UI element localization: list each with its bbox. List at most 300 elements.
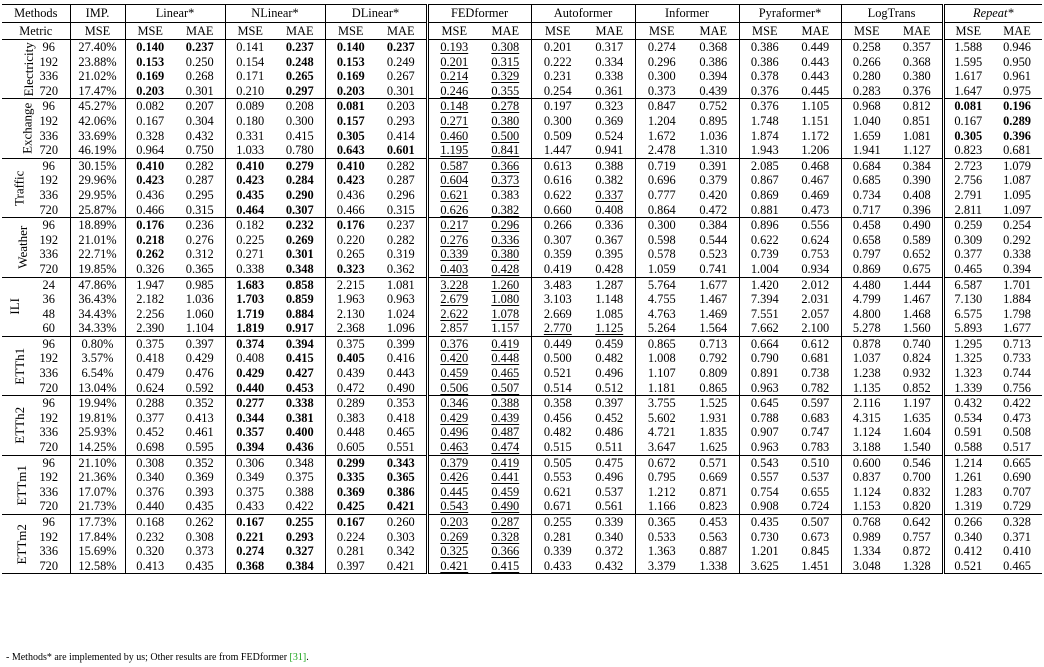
mae-value-cell [275, 381, 325, 396]
table-row [2, 55, 1042, 70]
imp-header: IMP. [70, 5, 125, 23]
mse-value-cell: 0.449 [531, 336, 584, 351]
mse-value-cell [225, 173, 275, 188]
second-best-value: 0.276 [440, 232, 469, 247]
mae-header: MAE [790, 22, 841, 40]
mae-value-cell [584, 188, 635, 203]
mse-value-cell: 1.238 [841, 366, 892, 381]
mae-value-cell: 0.459 [584, 336, 635, 351]
dataset-label [2, 277, 28, 336]
dataset-name: Electricity [20, 42, 36, 97]
second-best-value: 0.376 [440, 336, 469, 351]
mse-value-cell: 0.383 [325, 411, 376, 426]
imp-cell: 3.57% [70, 351, 125, 366]
mae-value-cell: 0.348 [275, 455, 325, 470]
mse-value-cell: 2.857 [427, 321, 480, 336]
mae-value-cell: 0.465 [992, 559, 1042, 574]
mae-value-cell: 0.733 [1003, 351, 1031, 366]
best-value: 0.140 [136, 40, 165, 54]
mae-value-cell: 0.537 [801, 470, 830, 485]
mae-value-cell: 1.469 [699, 306, 728, 321]
mae-value-cell: 0.375 [285, 470, 314, 485]
best-value: 0.277 [236, 396, 265, 411]
mae-value-cell: 0.368 [688, 40, 739, 55]
mse-value-cell: 0.505 [531, 455, 584, 470]
horizon-cell: 336 [39, 128, 59, 143]
mae-value-cell: 0.394 [1003, 261, 1031, 276]
mae-value-cell [480, 292, 531, 307]
mae-value-cell: 0.390 [902, 173, 931, 188]
mae-value-cell: 0.282 [175, 158, 225, 173]
mae-value-cell: 0.435 [175, 559, 225, 574]
mse-value-cell: 0.373 [635, 84, 688, 99]
mse-value-cell: 0.963 [739, 381, 790, 396]
mse-value-cell: 0.660 [531, 203, 584, 218]
mae-value-cell [480, 544, 531, 559]
second-best-value: 0.329 [491, 69, 520, 84]
best-value: 0.221 [236, 529, 265, 544]
mse-value-cell: 0.439 [325, 366, 376, 381]
mse-value-cell: 0.197 [531, 99, 584, 114]
mae-value-cell: 1.931 [699, 410, 728, 425]
mae-value-cell: 0.780 [285, 143, 314, 158]
model-header-repeat [943, 5, 1042, 23]
mse-value-cell [225, 396, 275, 411]
dataset-label [2, 218, 31, 277]
mse-value-cell: 0.717 [841, 203, 892, 218]
mse-header: MSE [635, 22, 688, 40]
mae-value-cell: 0.465 [386, 425, 415, 440]
mse-value-cell: 5.278 [841, 321, 892, 336]
mae-value-cell [480, 203, 531, 218]
mae-value-cell: 0.642 [892, 515, 943, 530]
mae-value-cell: 0.665 [992, 455, 1042, 470]
mae-value-cell [480, 262, 531, 277]
mae-value-cell: 1.157 [491, 321, 520, 336]
mae-value-cell: 0.832 [902, 484, 931, 499]
best-value: 0.427 [285, 366, 314, 381]
mse-value-cell [225, 515, 275, 530]
horizon-cell: 720 [39, 143, 59, 158]
second-best-value: 0.439 [491, 410, 520, 425]
table-row [2, 559, 1042, 574]
table-row [2, 485, 1042, 500]
mae-value-cell: 0.975 [1003, 83, 1031, 98]
mae-value-cell [480, 233, 531, 248]
mse-value-cell [325, 114, 376, 129]
second-best-value: 0.373 [491, 173, 520, 188]
best-value: 0.203 [336, 83, 365, 98]
header-row-metric [2, 22, 1042, 40]
mae-value-cell: 0.237 [376, 218, 427, 233]
best-value: 0.396 [1003, 128, 1031, 143]
mae-value-cell: 0.249 [386, 54, 415, 69]
best-value: 0.167 [236, 515, 265, 529]
mae-value-cell: 0.809 [699, 366, 728, 381]
mse-value-cell: 0.320 [125, 544, 175, 559]
mae-value-cell [275, 544, 325, 559]
mse-value-cell: 0.281 [325, 544, 376, 559]
horizon-cell: 24 [28, 277, 70, 292]
mse-value-cell: 0.433 [531, 559, 584, 574]
dataset-label [2, 158, 28, 217]
mae-value-cell [992, 99, 1042, 114]
mae-value-cell: 0.395 [595, 247, 624, 262]
mae-value-cell: 0.303 [386, 529, 415, 544]
second-best-value: 0.445 [440, 484, 469, 499]
mse-header: MSE [531, 22, 584, 40]
mae-value-cell: 0.707 [1003, 484, 1031, 499]
mae-value-cell: 0.511 [595, 440, 623, 455]
mae-value-cell [275, 515, 325, 530]
mae-value-cell: 0.357 [892, 40, 943, 55]
mse-value-cell: 1.124 [841, 485, 892, 500]
mse-value-cell: 3.755 [635, 396, 688, 411]
mse-value-cell: 5.264 [635, 321, 688, 336]
second-best-value: 1.080 [491, 292, 520, 307]
mse-value-cell: 0.376 [739, 84, 790, 99]
mse-value-cell [427, 425, 480, 440]
mae-value-cell: 0.312 [185, 247, 214, 262]
mae-value-cell: 1.197 [892, 396, 943, 411]
mse-value-cell: 1.963 [325, 292, 376, 307]
second-best-value: 0.325 [440, 544, 469, 559]
second-best-value: 0.278 [491, 99, 520, 114]
horizon-cell: 192 [39, 529, 59, 544]
dataset-name: ETTh1 [12, 347, 28, 385]
mae-value-cell [480, 455, 531, 470]
mae-value-cell: 0.369 [185, 470, 214, 485]
mae-value-cell: 0.420 [699, 187, 728, 202]
mae-value-cell [480, 411, 531, 426]
second-best-value: 0.403 [440, 261, 469, 276]
best-value: 0.157 [336, 113, 365, 128]
best-value: 0.421 [386, 499, 415, 514]
mse-value-cell: 0.386 [739, 40, 790, 55]
second-best-value: 0.428 [491, 261, 520, 276]
mae-value-cell [480, 336, 531, 351]
second-best-value: 0.490 [491, 499, 520, 514]
mse-value-cell [427, 544, 480, 559]
best-value: 0.305 [954, 128, 983, 143]
mse-value-cell: 1.004 [739, 262, 790, 277]
imp-cell: 21.73% [70, 499, 125, 514]
best-value: 0.917 [285, 321, 314, 336]
second-best-value: 0.507 [491, 380, 520, 395]
imp-cell: 17.07% [70, 485, 125, 500]
best-value: 0.327 [285, 544, 314, 559]
best-value: 0.265 [285, 69, 314, 84]
mae-value-cell: 0.365 [185, 261, 214, 276]
mae-value-cell: 0.476 [185, 366, 214, 381]
horizon-cell: 336 [39, 247, 59, 262]
horizon-cell: 96 [28, 396, 70, 411]
mae-value-cell: 0.384 [892, 158, 943, 173]
mse-value-cell: 0.624 [125, 381, 175, 396]
mse-value-cell [427, 455, 480, 470]
mse-value-cell [427, 515, 480, 530]
mse-value-cell: 0.664 [739, 336, 790, 351]
mse-value-cell: 0.266 [531, 218, 584, 233]
mae-value-cell: 0.482 [595, 351, 624, 366]
mae-value-cell: 0.473 [1003, 410, 1031, 425]
horizon-cell: 96 [28, 99, 70, 114]
mae-value-cell: 0.268 [185, 69, 214, 84]
mse-header: MSE [943, 22, 992, 40]
mse-value-cell: 2.116 [841, 396, 892, 411]
mse-value-cell: 3.483 [531, 277, 584, 292]
horizon-cell: 192 [39, 54, 59, 69]
mae-value-cell [275, 396, 325, 411]
mae-value-cell: 0.845 [801, 544, 830, 559]
mae-value-cell: 0.823 [699, 499, 728, 514]
mse-value-cell: 1.204 [635, 114, 688, 129]
table-row [2, 277, 1042, 292]
mse-value-cell: 1.319 [943, 499, 992, 514]
mae-value-cell: 0.985 [175, 277, 225, 292]
mae-value-cell: 0.740 [892, 336, 943, 351]
mse-value-cell: 0.591 [943, 425, 992, 440]
table-row [2, 233, 1042, 248]
mae-value-cell: 0.334 [595, 54, 624, 69]
mae-header: MAE [376, 22, 427, 40]
mae-value-cell: 0.467 [801, 173, 830, 188]
mae-value-cell: 0.510 [790, 455, 841, 470]
mse-value-cell: 0.521 [943, 559, 992, 574]
mae-value-cell [275, 233, 325, 248]
mse-value-cell: 2.256 [125, 307, 175, 322]
mae-value-cell: 0.524 [595, 128, 624, 143]
mae-value-cell [275, 173, 325, 188]
best-value: 0.374 [236, 336, 265, 351]
mse-header: MSE [841, 22, 892, 40]
mse-value-cell [225, 381, 275, 396]
second-best-value: 0.382 [491, 202, 520, 217]
mae-value-cell [480, 559, 531, 574]
mse-value-cell [427, 158, 480, 173]
mse-value-cell [225, 158, 275, 173]
mae-value-cell: 0.399 [376, 336, 427, 351]
mae-value-cell: 0.250 [185, 54, 214, 69]
mae-value-cell: 0.301 [185, 83, 214, 98]
mse-value-cell: 1.363 [635, 544, 688, 559]
mse-value-cell: 0.210 [225, 84, 275, 99]
mse-value-cell [427, 84, 480, 99]
mae-value-cell: 0.713 [992, 336, 1042, 351]
mse-value-cell: 0.167 [943, 114, 992, 129]
mse-value-cell: 3.048 [841, 559, 892, 574]
best-value: 0.394 [285, 336, 314, 351]
mse-value-cell: 0.472 [325, 381, 376, 396]
footnote-end: . [306, 652, 309, 663]
mae-value-cell: 0.724 [801, 499, 830, 514]
mse-value-cell: 1.334 [841, 544, 892, 559]
mse-value-cell [225, 336, 275, 351]
second-best-value: 0.421 [440, 558, 469, 573]
mae-value-cell: 0.792 [699, 351, 728, 366]
mae-value-cell: 0.414 [386, 128, 415, 143]
mae-value-cell [275, 440, 325, 455]
mae-value-cell: 0.300 [285, 113, 314, 128]
second-best-value: 0.465 [491, 366, 520, 381]
mae-value-cell [275, 559, 325, 574]
mae-value-cell: 0.852 [902, 380, 931, 395]
imp-cell: 27.40% [70, 40, 125, 55]
second-best-value: 0.841 [491, 143, 520, 158]
mse-value-cell: 1.447 [531, 143, 584, 158]
mse-value-cell: 1.941 [841, 143, 892, 158]
mse-value-cell: 0.448 [325, 425, 376, 440]
horizon-cell: 720 [39, 83, 59, 98]
mse-value-cell [427, 351, 480, 366]
table-row [2, 336, 1042, 351]
mse-value-cell: 0.672 [635, 455, 688, 470]
mae-value-cell [480, 485, 531, 500]
table-row [2, 307, 1042, 322]
mae-value-cell: 0.315 [185, 202, 214, 217]
mse-value-cell [225, 559, 275, 574]
mae-value-cell: 0.391 [688, 158, 739, 173]
mse-value-cell: 0.436 [125, 188, 175, 203]
mse-value-cell [427, 440, 480, 455]
horizon-cell: 192 [39, 410, 59, 425]
mse-value-cell: 4.480 [841, 277, 892, 292]
horizon-cell: 96 [28, 336, 70, 351]
best-value: 0.323 [336, 261, 365, 276]
best-value: 0.335 [336, 470, 365, 485]
mae-value-cell: 0.824 [902, 351, 931, 366]
mse-value-cell: 0.419 [531, 262, 584, 277]
best-value: 0.176 [136, 218, 165, 233]
mae-value-cell: 0.453 [688, 515, 739, 530]
mse-value-cell: 0.600 [841, 455, 892, 470]
mse-value-cell [427, 470, 480, 485]
mse-value-cell: 4.800 [841, 307, 892, 322]
mae-value-cell: 0.443 [801, 69, 830, 84]
second-best-value: 0.448 [491, 351, 520, 366]
mae-value-cell: 0.729 [1003, 499, 1031, 514]
imp-cell: 17.73% [70, 515, 125, 530]
mse-value-cell: 0.255 [531, 515, 584, 530]
mse-value-cell: 0.141 [225, 40, 275, 55]
mae-value-cell: 1.081 [376, 277, 427, 292]
mae-value-cell: 0.595 [185, 440, 214, 455]
mse-value-cell [325, 173, 376, 188]
mae-value-cell: 0.592 [185, 380, 214, 395]
mae-value-cell: 1.560 [902, 321, 931, 336]
mae-value-cell: 1.172 [801, 128, 830, 143]
horizon-cell: 336 [39, 544, 59, 559]
mse-value-cell: 0.739 [739, 247, 790, 262]
mse-value-cell: 0.375 [125, 336, 175, 351]
mae-value-cell: 0.675 [902, 261, 931, 276]
mse-value-cell: 0.754 [739, 485, 790, 500]
mae-value-cell: 0.267 [386, 69, 415, 84]
mse-value-cell: 0.823 [943, 143, 992, 158]
second-best-value: 0.214 [440, 69, 469, 84]
mse-value-cell: 0.458 [841, 218, 892, 233]
horizon-cell: 60 [42, 321, 55, 336]
mse-value-cell: 4.799 [841, 292, 892, 307]
mae-value-cell: 0.376 [902, 83, 931, 98]
horizon-cell: 192 [39, 351, 59, 366]
mse-value-cell: 0.847 [635, 99, 688, 114]
mse-value-cell: 0.300 [635, 218, 688, 233]
mse-value-cell: 0.795 [635, 470, 688, 485]
mse-value-cell [325, 485, 376, 500]
mse-value-cell: 0.696 [635, 173, 688, 188]
mse-value-cell: 5.602 [635, 411, 688, 426]
mse-value-cell: 0.328 [125, 129, 175, 144]
mae-value-cell: 0.507 [790, 515, 841, 530]
mse-value-cell: 0.433 [225, 499, 275, 514]
mse-value-cell [427, 55, 480, 70]
best-value: 0.436 [285, 440, 314, 455]
mae-value-cell: 0.371 [1003, 529, 1031, 544]
second-best-value: 0.203 [440, 515, 469, 529]
mae-value-cell: 0.428 [595, 261, 624, 276]
mae-value-cell: 0.744 [1003, 366, 1031, 381]
table-row [2, 544, 1042, 559]
mse-value-cell: 0.533 [635, 530, 688, 545]
model-header-pyraformer: Pyraformer* [739, 5, 841, 23]
table-row [2, 143, 1042, 158]
mae-value-cell: 0.469 [801, 187, 830, 202]
mse-value-cell [225, 321, 275, 336]
horizon-cell: 96 [28, 218, 70, 233]
mae-value-cell: 0.932 [902, 366, 931, 381]
mse-value-cell: 0.896 [739, 218, 790, 233]
mse-value-cell: 0.466 [325, 203, 376, 218]
mse-value-cell: 0.645 [739, 396, 790, 411]
table-row [2, 515, 1042, 530]
mae-value-cell: 0.432 [185, 128, 214, 143]
mse-value-cell: 1.647 [943, 84, 992, 99]
mae-value-cell: 2.100 [801, 321, 830, 336]
mae-value-cell: 0.296 [386, 187, 415, 202]
imp-cell: 36.43% [70, 292, 125, 307]
table-row [2, 173, 1042, 188]
mae-value-cell [480, 515, 531, 530]
mae-value-cell [480, 425, 531, 440]
mse-value-cell: 0.359 [531, 247, 584, 262]
mae-value-cell: 1.677 [688, 277, 739, 292]
mse-value-cell: 0.621 [531, 485, 584, 500]
footnote-reference-link[interactable]: [31] [289, 652, 307, 663]
mse-value-cell [225, 425, 275, 440]
second-best-value: 0.420 [440, 351, 469, 366]
mae-value-cell: 0.752 [688, 99, 739, 114]
table-row [2, 99, 1042, 114]
best-value: 0.153 [136, 54, 165, 69]
mae-value-cell: 1.060 [185, 306, 214, 321]
mae-value-cell: 1.467 [699, 292, 728, 307]
mae-value-cell: 0.871 [699, 484, 728, 499]
dataset-label [2, 99, 35, 158]
horizon-cell: 96 [28, 455, 70, 470]
table-row [2, 396, 1042, 411]
mse-value-cell: 0.386 [739, 55, 790, 70]
horizon-cell: 96 [28, 40, 70, 55]
best-value: 0.255 [285, 515, 314, 529]
imp-cell: 21.36% [70, 470, 125, 485]
mse-value-cell [325, 129, 376, 144]
imp-cell: 34.33% [70, 321, 125, 336]
mse-value-cell: 6.575 [943, 307, 992, 322]
mae-value-cell: 0.207 [175, 99, 225, 114]
best-value: 0.169 [136, 69, 165, 84]
mse-value-cell: 0.509 [531, 129, 584, 144]
